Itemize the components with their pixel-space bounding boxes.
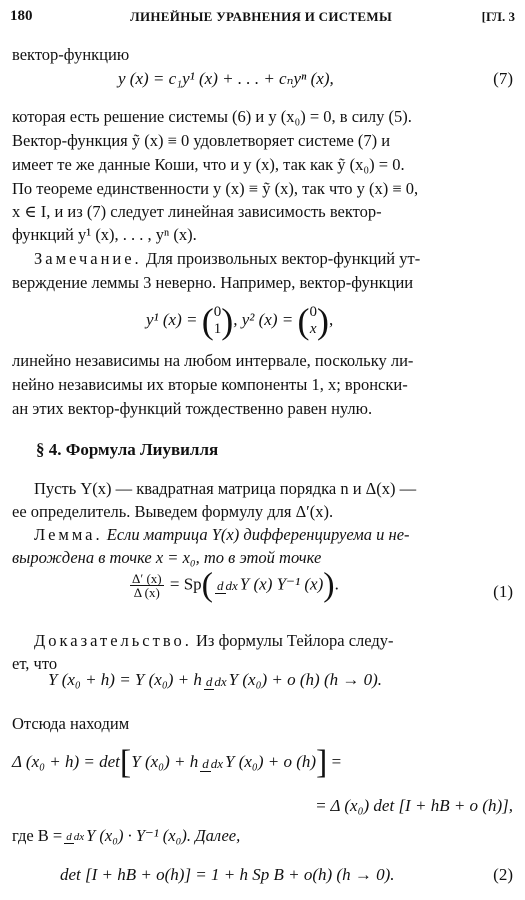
taylor-right: Y (x₀) + o (h) (h → 0).	[228, 670, 383, 689]
big-left-paren: (	[201, 566, 213, 604]
text-line: По теореме единственности y (x) ≡ ỹ (x), так что y (x) ≡ 0,	[12, 179, 419, 198]
d-top: d	[205, 673, 213, 689]
text-line: ан этих вектор-функций тождественно равен нулю.	[12, 399, 373, 418]
left-paren: (	[201, 301, 214, 341]
d-top: d	[202, 755, 209, 771]
col2-bottom: x	[309, 321, 317, 337]
text-line: Вектор-функция ỹ (x) ≡ 0 удовлетворяет системе (7) и	[12, 131, 391, 150]
equation-7	[118, 69, 334, 89]
determinant-equation	[12, 744, 342, 782]
proof-label: Доказательство.	[34, 631, 192, 650]
left-paren: (	[297, 301, 310, 341]
equation-7-text: y (x) = c₁y¹ (x) + . . . + cₙyⁿ (x),	[118, 69, 334, 88]
text-line: функций y¹ (x), . . . , yⁿ (x).	[12, 225, 197, 244]
big-right-paren: )	[323, 566, 335, 604]
remark-line	[34, 248, 515, 270]
chapter-mark: [ГЛ. 3	[481, 9, 515, 24]
taylor-left: Y (x₀ + h) = Y (x₀) + h	[48, 670, 202, 689]
equation-1: $\frac{\Delta' (x)}{\Delta (x)}$ = Sp( d dx Y (x) Y⁻¹ (x)).	[132, 566, 339, 604]
where-pre: где B =	[12, 826, 63, 845]
determinant-line-2	[315, 796, 513, 816]
remark-label: Замечание.	[34, 249, 142, 268]
text-line: имеет те же данные Коши, что и y (x), так как ỹ (x₀) = 0.	[12, 155, 405, 174]
where-post: Y (x₀) · Y⁻¹ (x₀). Далее,	[86, 826, 241, 845]
lemma-line	[34, 524, 515, 546]
big-right-bracket: ]	[316, 744, 328, 782]
equation-2	[60, 865, 395, 885]
y1-label: y¹ (x) =	[146, 309, 198, 329]
page-number: 180	[10, 8, 33, 24]
d-top: d	[66, 830, 72, 843]
text-line: линейно независимы на любом интервале, поскольку ли-	[12, 351, 414, 370]
delta-prime: Δ′ (x)	[132, 571, 162, 586]
lemma-line	[12, 547, 515, 569]
vector-functions-equation	[146, 300, 333, 342]
equation-2-text: det [I + hB + o(h)] = 1 + h Sp B + o(h) (h → 0).	[60, 865, 395, 884]
text-line: которая есть решение системы (6) и y (x₀) = 0, в силу (5).	[12, 107, 412, 126]
lemma-text: Если матрица Y(x) дифференцируема и не-	[102, 525, 410, 544]
dx-bottom: dx	[225, 578, 238, 593]
col1-bottom: 1	[213, 321, 222, 337]
sp-operator: = Sp	[169, 574, 202, 594]
delta-ratio	[130, 572, 164, 599]
lemma-text-2: вырождена в точке x = x₀, то в этой точке	[12, 548, 322, 567]
equation-end: ,	[328, 309, 334, 329]
det-left: Δ (x₀ + h) = det	[12, 752, 120, 771]
dx-bottom: dx	[214, 673, 227, 689]
taylor-formula	[48, 670, 382, 690]
y2-label: , y² (x) =	[233, 309, 294, 329]
derivative-operator	[204, 675, 227, 688]
text-line: ее определитель. Выведем формулу для Δ′(x).	[12, 502, 334, 521]
where-line	[12, 825, 515, 847]
text-line: верждение леммы 3 неверно. Например, вектор-функции	[12, 273, 414, 292]
col2-top: 0	[309, 304, 317, 320]
proof-text: Из формулы Тейлора следу-	[191, 631, 394, 650]
lemma-label: Лемма.	[34, 525, 103, 544]
derivative-operator	[200, 757, 223, 770]
text-line: вектор-функцию	[12, 45, 130, 64]
equation-number-2: (2)	[493, 865, 513, 884]
right-paren: )	[316, 301, 329, 341]
section-title: § 4. Формула Лиувилля	[36, 440, 219, 459]
matrix-product: Y (x) Y⁻¹ (x)	[239, 574, 324, 594]
derivative-operator	[215, 579, 238, 592]
col1-top: 0	[213, 304, 222, 320]
text-line: x ∈ I, и из (7) следует линейная зависимость вектор-	[12, 202, 382, 221]
dx-bottom: dx	[210, 755, 223, 771]
proof-line	[34, 630, 515, 652]
text-line: Пусть Y(x) — квадратная матрица порядка n и Δ(x) —	[34, 479, 417, 498]
column-vector-2	[309, 304, 317, 338]
det-inner-2: Y (x₀) + o (h)	[225, 752, 317, 771]
page-header	[10, 8, 515, 30]
d-top: d	[217, 578, 224, 593]
dx-bottom: dx	[73, 830, 85, 843]
delta: Δ (x)	[133, 585, 160, 600]
right-paren: )	[221, 301, 234, 341]
text-line: ет, что	[12, 654, 58, 673]
text-line: нейно независимы их вторые компоненты 1, x; вронски-	[12, 375, 408, 394]
det-inner-1: Y (x₀) + h	[131, 752, 199, 771]
running-title: ЛИНЕЙНЫЕ УРАВНЕНИЯ И СИСТЕМЫ	[130, 9, 393, 24]
text-line: Отсюда находим	[12, 714, 130, 733]
det-equals: =	[331, 752, 342, 771]
det-line-2-text: = Δ (x₀) det [I + hB + o (h)],	[315, 796, 513, 815]
derivative-operator	[64, 832, 84, 843]
equation-number-1: (1)	[493, 582, 513, 601]
remark-text: Для произвольных вектор-функций ут-	[141, 249, 421, 268]
big-left-bracket: [	[119, 744, 132, 782]
equation-number-7: (7)	[493, 69, 513, 88]
